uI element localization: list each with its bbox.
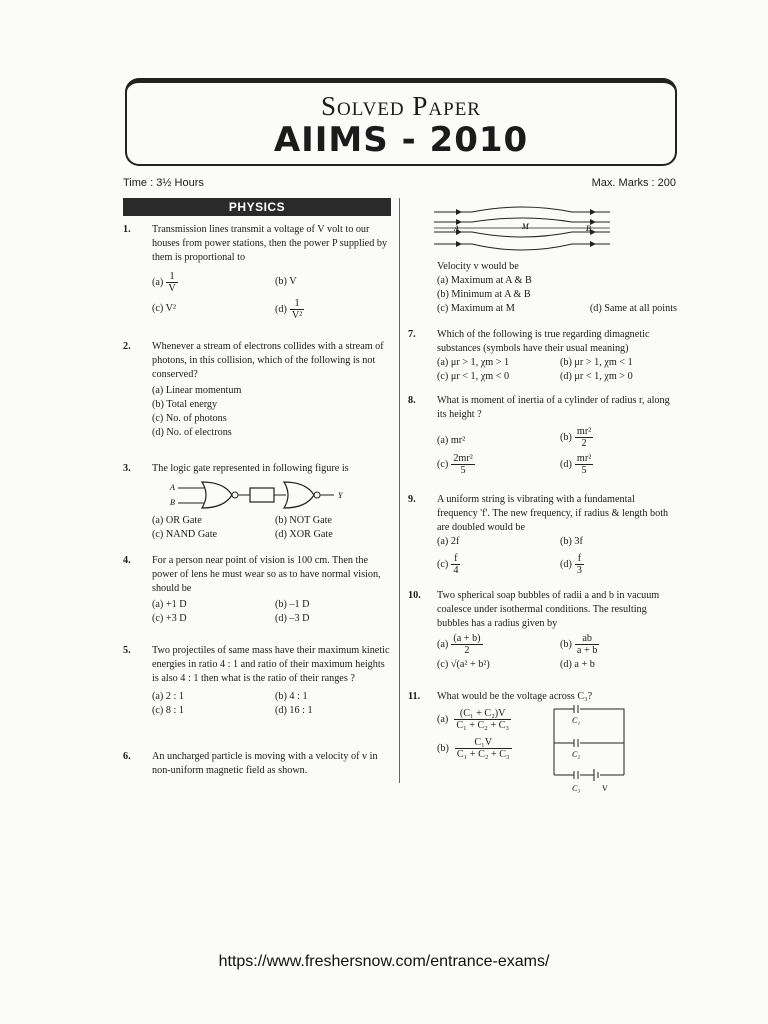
option-a[interactable]: (a) +1 D bbox=[152, 599, 187, 610]
option-c[interactable]: (c) √(a² + b²) bbox=[437, 659, 490, 670]
options bbox=[437, 708, 549, 760]
capacitor-circuit-diagram bbox=[550, 703, 630, 795]
max-marks: Max. Marks : 200 bbox=[591, 177, 676, 189]
second-gate-shape bbox=[284, 482, 314, 508]
question-10 bbox=[408, 589, 677, 672]
section-heading: PHYSICS bbox=[123, 198, 391, 216]
option-d[interactable]: (d) XOR Gate bbox=[275, 529, 333, 540]
option-a[interactable]: (a) $\frac{\text{(C₁ + C₂)V}}{\text{C₁ + C₂ + C₃}}$ bbox=[437, 708, 510, 731]
question-5 bbox=[123, 644, 392, 718]
option-d[interactable]: (d) μr < 1, χm > 0 bbox=[560, 371, 633, 382]
column-divider bbox=[399, 198, 400, 783]
option-c[interactable]: (c) V² bbox=[152, 303, 177, 314]
question-8 bbox=[408, 394, 677, 476]
question-number: 1. bbox=[123, 224, 131, 235]
option-b[interactable]: (b) Minimum at A & B bbox=[437, 289, 531, 300]
question-text: An uncharged particle is moving with a velocity of v in non-uniform magnetic field as shown. bbox=[152, 751, 378, 776]
question-number: 7. bbox=[408, 329, 416, 340]
option-d[interactable]: (d) a + b bbox=[560, 659, 595, 670]
options bbox=[437, 535, 677, 576]
input-b-label: B bbox=[170, 498, 175, 507]
logic-gate-diagram bbox=[166, 478, 366, 512]
fraction: $\frac{f}{3}$ bbox=[576, 553, 582, 576]
fraction: $\frac{ab}{a + b}$ bbox=[576, 633, 598, 656]
nor-gate-shape bbox=[202, 482, 232, 508]
option-c[interactable]: (c) NAND Gate bbox=[152, 529, 218, 540]
option-a[interactable]: (a) 2f bbox=[437, 536, 460, 547]
question-number: 3. bbox=[123, 463, 131, 474]
option-c[interactable]: (c) $\frac{\text{2mr²}}{5}$ bbox=[437, 453, 473, 476]
connector-box bbox=[250, 488, 274, 502]
option-b[interactable]: (b) $\frac{\text{C₁V}}{\text{C₁ + C₂ + C₃}}$ bbox=[437, 737, 510, 760]
question-3 bbox=[123, 462, 392, 542]
option-a[interactable]: (a) mr² bbox=[437, 435, 466, 446]
fraction: $\frac{f}{4}$ bbox=[453, 553, 459, 576]
option-a[interactable]: (a) 2 : 1 bbox=[152, 691, 184, 702]
option-b[interactable]: (b) μr > 1, χm < 1 bbox=[560, 357, 633, 368]
capacitor-c2-label: C₂ bbox=[572, 750, 581, 759]
question-text: For a person near point of vision is 100 cm. Then the power of lens he must wear so as to have normal vision, should be bbox=[152, 555, 381, 594]
options bbox=[152, 598, 392, 626]
option-b[interactable]: (b) $\frac{\text{mr²}}{2}$ bbox=[560, 426, 592, 449]
paper-header bbox=[125, 78, 677, 166]
option-d[interactable]: (d) $\frac{1}{\text{V²}}$ bbox=[275, 298, 303, 321]
question-number: 8. bbox=[408, 395, 416, 406]
question-6 bbox=[123, 750, 392, 778]
question-text: Two projectiles of same mass have their maximum kinetic energies in ratio 4 : 1 and ratio of their maximum heights is also 4 : 1 then what is the ratio of their ranges ? bbox=[152, 645, 390, 684]
option-c[interactable]: (c) μr < 1, χm < 0 bbox=[437, 371, 510, 382]
option-d[interactable]: (d) $\frac{\text{mr²}}{5}$ bbox=[560, 453, 592, 476]
option-c[interactable]: (c) 8 : 1 bbox=[152, 705, 184, 716]
question-number: 11. bbox=[408, 691, 421, 702]
question-number: 9. bbox=[408, 494, 416, 505]
option-d[interactable]: (d) No. of electrons bbox=[152, 427, 232, 438]
question-text: A uniform string is vibrating with a fundamental frequency 'f'. The new frequency, if radius & length both are doubled would be bbox=[437, 494, 669, 533]
options bbox=[437, 426, 677, 476]
question-number: 2. bbox=[123, 341, 131, 352]
output-y-label: Y bbox=[338, 491, 343, 500]
option-d[interactable]: (d) 16 : 1 bbox=[275, 705, 313, 716]
question-prompt: Velocity v would be bbox=[437, 261, 519, 272]
option-d[interactable]: (d) $\frac{f}{3}$ bbox=[560, 553, 582, 576]
fraction: $\frac{\text{C₁V}}{\text{C₁ + C₂ + C₃}}$ bbox=[456, 737, 510, 760]
question-text: The logic gate represented in following figure is bbox=[152, 463, 349, 474]
paper-title: AIIMS - 2010 bbox=[273, 120, 529, 160]
magnetic-field-diagram bbox=[432, 204, 612, 256]
option-a[interactable]: (a) OR Gate bbox=[152, 515, 202, 526]
question-text: What would be the voltage across C₃? bbox=[437, 691, 593, 702]
option-c[interactable]: (c) Maximum at M bbox=[437, 303, 515, 314]
option-b[interactable]: (b) V bbox=[275, 276, 297, 287]
option-c[interactable]: (c) +3 D bbox=[152, 613, 187, 624]
capacitor-c3-label: C₃ bbox=[572, 784, 581, 793]
question-text: What is moment of inertia of a cylinder of radius r, along its height ? bbox=[437, 395, 670, 420]
question-number: 4. bbox=[123, 555, 131, 566]
voltage-label: V bbox=[602, 784, 608, 793]
options bbox=[437, 274, 677, 316]
fraction: $\frac{1}{\text{V²}}$ bbox=[291, 298, 303, 321]
fraction: $\frac{\text{mr²}}{2}$ bbox=[576, 426, 592, 449]
question-9 bbox=[408, 493, 677, 576]
options bbox=[152, 384, 392, 440]
options bbox=[152, 514, 392, 542]
footer-url[interactable]: https://www.freshersnow.com/entrance-exams/ bbox=[218, 953, 550, 970]
options bbox=[437, 633, 677, 672]
fraction: $\frac{\text{(C₁ + C₂)V}}{\text{C₁ + C₂ + C₃}}$ bbox=[456, 708, 510, 731]
option-b[interactable]: (b) 4 : 1 bbox=[275, 691, 308, 702]
question-4 bbox=[123, 554, 392, 626]
fraction: $\frac{\text{mr²}}{5}$ bbox=[576, 453, 592, 476]
options bbox=[437, 356, 677, 384]
options bbox=[152, 690, 392, 718]
question-number: 10. bbox=[408, 590, 421, 601]
option-a[interactable]: (a) $\frac{1}{V}$ bbox=[152, 271, 176, 294]
question-2 bbox=[123, 340, 392, 440]
option-c[interactable]: (c) No. of photons bbox=[152, 413, 227, 424]
option-a[interactable]: (a) $\frac{(a + b)}{2}$ bbox=[437, 633, 481, 656]
option-b[interactable]: (b) –1 D bbox=[275, 599, 310, 610]
capacitor-c1-label: C₁ bbox=[572, 716, 581, 725]
exam-duration: Time : 3½ Hours bbox=[123, 177, 204, 189]
option-d[interactable]: (d) –3 D bbox=[275, 613, 310, 624]
point-m-label: M bbox=[522, 222, 529, 231]
option-d[interactable]: (d) Same at all points bbox=[589, 303, 677, 314]
question-6-options bbox=[437, 260, 677, 316]
input-a-label: A bbox=[170, 483, 175, 492]
question-text: Transmission lines transmit a voltage of V volt to our houses from power stations, then the power P supplied by them is proportional to bbox=[152, 224, 388, 263]
point-b-label: B bbox=[586, 224, 591, 233]
point-a-label: A bbox=[454, 224, 459, 233]
question-7 bbox=[408, 328, 677, 384]
option-a[interactable]: (a) Maximum at A & B bbox=[437, 275, 532, 286]
question-number: 5. bbox=[123, 645, 131, 656]
question-text: Which of the following is true regarding dimagnetic substances (symbols have their usual meaning) bbox=[437, 329, 650, 354]
option-b[interactable]: (b) Total energy bbox=[152, 399, 218, 410]
option-a[interactable]: (a) μr > 1, χm > 1 bbox=[437, 357, 510, 368]
fraction: $\frac{1}{V}$ bbox=[168, 271, 176, 294]
question-number: 6. bbox=[123, 751, 131, 762]
question-text: Whenever a stream of electrons collides with a stream of photons, in this collision, which of the following is not conserved? bbox=[152, 341, 384, 380]
option-b[interactable]: (b) $\frac{ab}{a + b}$ bbox=[560, 633, 598, 656]
options bbox=[152, 271, 392, 321]
option-c[interactable]: (c) $\frac{f}{4}$ bbox=[437, 553, 459, 576]
option-a[interactable]: (a) Linear momentum bbox=[152, 385, 242, 396]
paper-subtitle: Solved Paper bbox=[321, 91, 481, 121]
question-1 bbox=[123, 223, 392, 321]
question-text: Two spherical soap bubbles of radii a and b in vacuum coalesce under isothermal conditions. The resulting bubbles has a radius given by bbox=[437, 590, 660, 629]
fraction: $\frac{\text{2mr²}}{5}$ bbox=[453, 453, 473, 476]
fraction: $\frac{(a + b)}{2}$ bbox=[453, 633, 481, 656]
option-b[interactable]: (b) NOT Gate bbox=[275, 515, 332, 526]
option-b[interactable]: (b) 3f bbox=[560, 536, 583, 547]
